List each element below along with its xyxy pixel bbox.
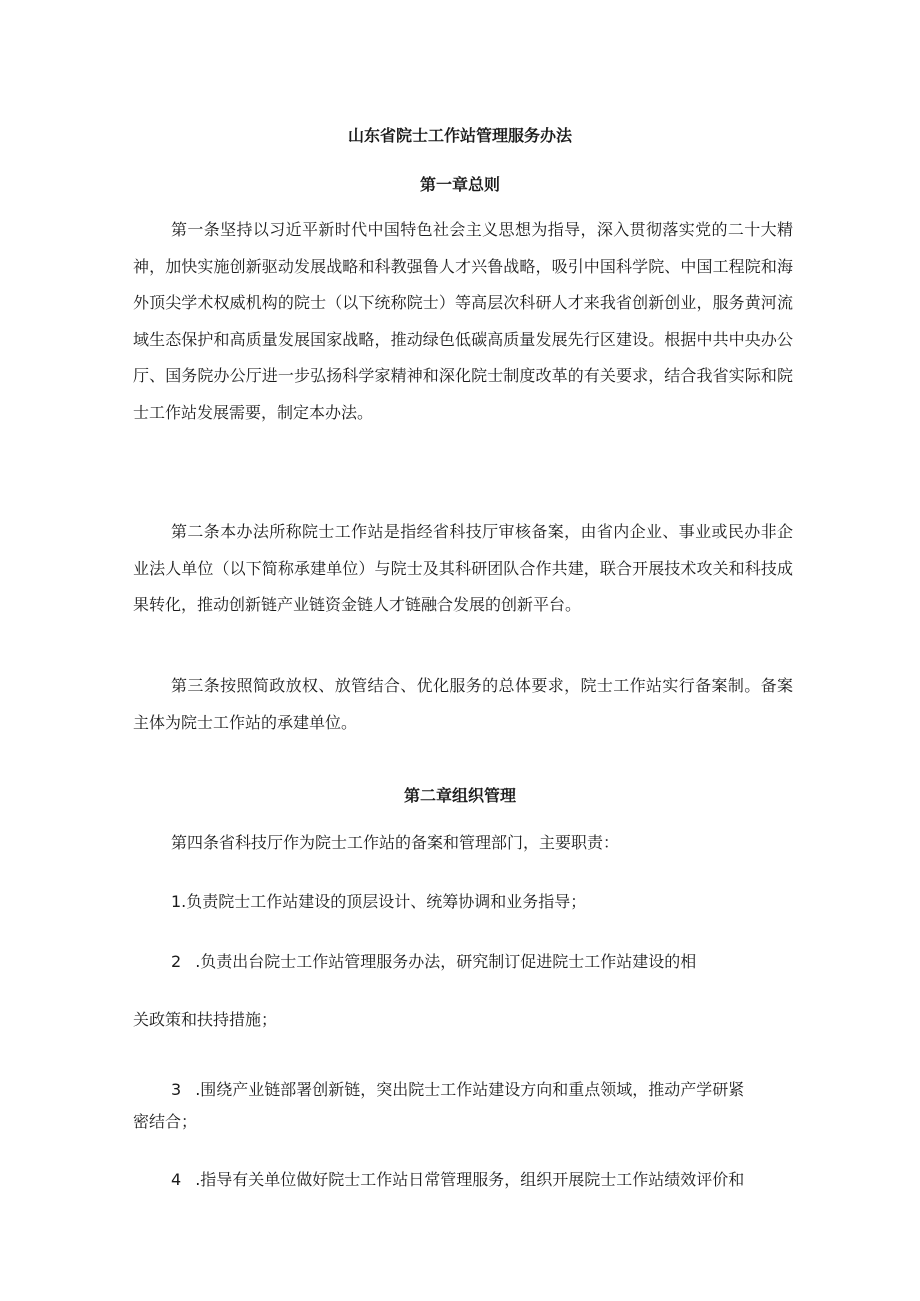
article-3: 第三条按照简政放权、放管结合、优化服务的总体要求，院士工作站实行备案制。备案主体为院士工作站的承建单位。 (133, 676, 793, 732)
duty-item-3-continuation: 密结合； (133, 1112, 198, 1131)
article-2: 第二条本办法所称院士工作站是指经省科技厅审核备案，由省内企业、事业或民办非企业法人单位（以下简称承建单位）与院士及其科研团队合作共建，联合开展技术攻关和科技成果转化，推动创新链产业链资金链人才链融合发展的创新平台。 (133, 522, 793, 614)
article-1: 第一条坚持以习近平新时代中国特色社会主义思想为指导，深入贯彻落实党的二十大精神，加快实施创新驱动发展战略和科教强鲁人才兴鲁战略，吸引中国科学院、中国工程院和海外顶尖学术权威机构的院士（以下统称院士）等高层次科研人才来我省创新创业，服务黄河流域生态保护和高质量发展国家战略，推动绿色低碳高质量发展先行区建设。根据中共中央办公厅、国务院办公厅进一步弘扬科学家精神和深化院士制度改革的有关要求，结合我省实际和院士工作站发展需要，制定本办法。 (133, 220, 793, 422)
duty-item-4-number: 4 (171, 1170, 182, 1189)
document-title: 山东省院士工作站管理服务办法 (347, 126, 572, 145)
duty-item-1: 1.负责院士工作站建设的顶层设计、统筹协调和业务指导； (171, 892, 587, 911)
duty-item-4-text: .指导有关单位做好院士工作站日常管理服务，组织开展院士工作站绩效评价和 (195, 1170, 745, 1189)
duty-item-3-number: 3 (171, 1080, 182, 1099)
chapter-2-heading: 第二章组织管理 (403, 786, 516, 805)
duty-item-4 (171, 1170, 744, 1190)
duty-item-3 (171, 1080, 744, 1100)
chapter-1-heading: 第一章总则 (419, 175, 500, 194)
duty-item-3-text: .围绕产业链部署创新链，突出院士工作站建设方向和重点领域，推动产学研紧 (195, 1080, 745, 1099)
duty-item-2-number: 2 (171, 952, 182, 971)
duty-item-2 (171, 952, 696, 972)
article-4: 第四条省科技厅作为院士工作站的备案和管理部门，主要职责： (171, 833, 620, 852)
duty-item-2-continuation: 关政策和扶持措施； (133, 1010, 278, 1029)
duty-item-2-text: .负责出台院士工作站管理服务办法，研究制订促进院士工作站建设的相 (195, 952, 697, 971)
